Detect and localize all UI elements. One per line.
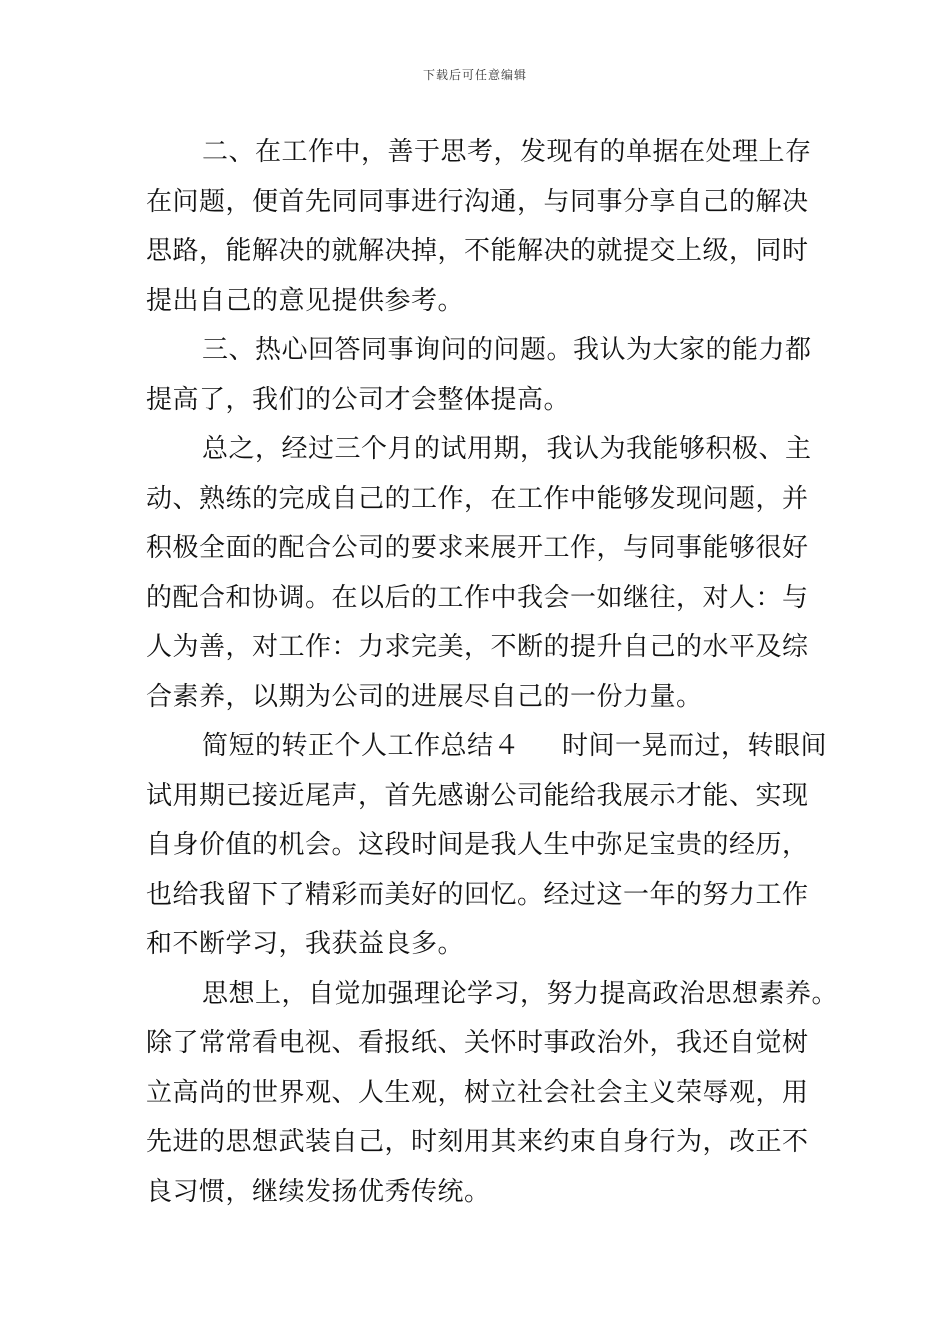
section-heading: 简短的转正个人工作总结４: [202, 731, 521, 761]
text-line: 立高尚的世界观、人生观，树立社会社会主义荣辱观，用: [146, 1077, 809, 1108]
text-line: 提出自己的意见提供参考。: [146, 285, 465, 316]
text-line: 合素养，以期为公司的进展尽自己的一份力量。: [146, 681, 703, 712]
section-heading-line: [146, 722, 828, 772]
text-line: 也给我留下了精彩而美好的回忆。经过这一年的努力工作: [146, 879, 809, 910]
text-line: 提高了，我们的公司才会整体提高。: [146, 384, 571, 415]
text-line: 思想上，自觉加强理论学习，努力提高政治思想素养。: [202, 978, 839, 1009]
text-line: 在问题，便首先同同事进行沟通，与同事分享自己的解决: [146, 186, 809, 217]
text-line: 良习惯，继续发扬优秀传统。: [146, 1176, 491, 1207]
text-line: 先进的思想武装自己，时刻用其来约束自身行为，改正不: [146, 1127, 809, 1157]
document-body: [146, 128, 839, 1217]
text-line: 的配合和协调。在以后的工作中我会一如继往，对人：与: [146, 582, 809, 613]
text-line: 三、热心回答同事询问的问题。我认为大家的能力都: [202, 335, 812, 365]
page-header-note: 下载后可任意编辑: [422, 68, 527, 82]
text-line: 思路，能解决的就解决掉，不能解决的就提交上级，同时: [146, 236, 809, 266]
text-line: 自身价值的机会。这段时间是我人生中弥足宝贵的经历，: [146, 830, 809, 860]
text-line: 人为善，对工作：力求完美，不断的提升自己的水平及综: [146, 632, 809, 662]
text-line: 总之，经过三个月的试用期，我认为我能够积极、主: [202, 434, 812, 464]
text-line: 除了常常看电视、看报纸、关怀时事政治外，我还自觉树: [146, 1028, 809, 1058]
text-line: 二、在工作中，善于思考，发现有的单据在处理上存: [202, 137, 812, 167]
text-line: 和不断学习，我获益良多。: [146, 929, 465, 959]
text-line: 动、熟练的完成自己的工作，在工作中能够发现问题，并: [146, 483, 809, 514]
text-line: 积极全面的配合公司的要求来展开工作，与同事能够很好: [146, 533, 809, 563]
text-span: 时间一晃而过，转眼间: [562, 731, 828, 761]
text-line: 试用期已接近尾声，首先感谢公司能给我展示才能、实现: [146, 780, 809, 811]
